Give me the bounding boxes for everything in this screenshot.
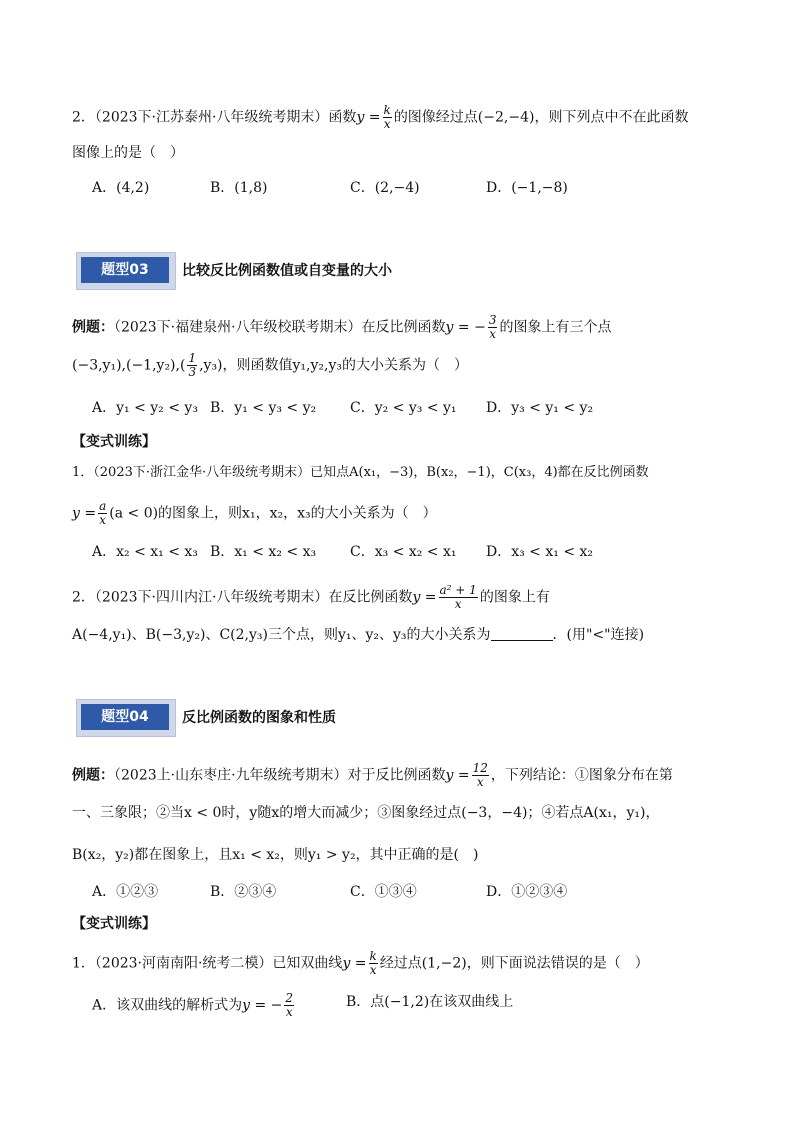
example-text: （2023上·山东枣庄·九年级统考期末）对于反比例函数	[114, 767, 446, 784]
fraction-denominator: x	[383, 117, 391, 131]
example-03-line-2: (−3,y₁),(−1,y₂),( $\frac{1}{3}$ ,y₃)，则函数值y₁,y₂,y₃的大小关系为（ ）	[72, 351, 468, 379]
fraction	[383, 104, 392, 131]
function-label: y =	[342, 955, 367, 972]
practice-04-1-line-1	[72, 950, 754, 977]
option-b: B．②③④	[210, 884, 277, 900]
question-text: 的图像经过点(−2,−4)，则下列点中不在此函数	[393, 109, 689, 126]
fraction-denominator: x	[285, 1005, 293, 1019]
function-label: y =	[445, 767, 470, 784]
example-04-line-3: B(x₂，y₂)都在图象上，且x₁ < x₂，则y₁ > y₂，其中正确的是( )	[72, 847, 479, 863]
points-text: ,y₃)，则函数值y₁,y₂,y₃的大小关系为（ ）	[199, 357, 468, 374]
fraction-numerator: 12	[472, 761, 488, 775]
option-c: C．(2,−4)	[350, 180, 420, 196]
fraction-numerator: k	[383, 103, 391, 117]
practice-text: 1．（2023·河南南阳·统考二模）已知双曲线	[72, 955, 343, 972]
fraction	[488, 314, 498, 341]
practice-text: 经过点(1,−2)，则下面说法错误的是（ ）	[379, 955, 649, 972]
fraction-denominator: x	[99, 513, 107, 527]
practice-text: A(−4,y₁)、B(−3,y₂)、C(2,y₃)三个点，则y₁、y₂、y₃的大小关系为	[72, 627, 491, 643]
question-2-line-2: 图像上的是（ ）	[72, 145, 184, 161]
option-b: B．(1,8)	[210, 180, 268, 196]
fraction	[187, 352, 197, 379]
fraction	[369, 950, 378, 977]
option-d: D．x₃ < x₁ < x₂	[486, 544, 594, 560]
answer-blank[interactable]	[491, 626, 553, 641]
function-label: y =	[412, 589, 437, 606]
function-label: y =	[356, 109, 381, 126]
fraction	[472, 762, 489, 789]
practice-text: 的图象上有	[479, 589, 550, 606]
practice-text: 2．（2023下·四川内江·八年级统考期末）在反比例函数	[72, 589, 413, 606]
points-text: (−3,y₁),(−1,y₂),	[72, 357, 180, 374]
question-2-line-1	[72, 104, 754, 131]
fraction-denominator: x	[489, 327, 497, 341]
option-a: A．x₂ < x₁ < x₃	[92, 544, 198, 560]
fraction	[439, 584, 478, 611]
practice-label: 【变式训练】	[72, 916, 156, 932]
option-d: D．(−1,−8)	[486, 180, 568, 196]
fraction-numerator: 3	[488, 313, 497, 327]
section-title-03: 比较反比例函数值或自变量的大小	[182, 263, 392, 279]
tag-label: 题型03	[81, 257, 169, 283]
option-b: B．点(−1,2)在该双曲线上	[346, 994, 514, 1010]
fraction-denominator: x	[476, 775, 484, 789]
function-label: y =	[72, 505, 97, 522]
option-c: C．y₂ < y₃ < y₁	[350, 400, 457, 416]
option-a: A．①②③	[92, 884, 159, 900]
section-title-04: 反比例函数的图象和性质	[182, 710, 336, 726]
option-a: A．(4,2)	[92, 180, 150, 196]
option-c: C．①③④	[350, 884, 417, 900]
fraction-numerator: 1	[188, 351, 197, 365]
option-a: A．y₁ < y₂ < y₃	[92, 400, 198, 416]
fraction-denominator: x	[369, 963, 377, 977]
function-label: y = −	[242, 997, 283, 1014]
example-03-line-1	[72, 314, 754, 341]
example-label: 例题：	[72, 319, 114, 336]
practice-label: 【变式训练】	[72, 434, 156, 450]
option-d: D．y₃ < y₁ < y₂	[486, 400, 594, 416]
function-label: y = −	[445, 319, 486, 336]
option-d: D．①②③④	[486, 884, 568, 900]
option-text: A．该双曲线的解析式为	[92, 997, 243, 1014]
practice-03-2-line-1	[72, 584, 754, 611]
fraction	[284, 992, 294, 1019]
fraction-numerator: a	[99, 499, 107, 513]
option-c: C．x₃ < x₂ < x₁	[350, 544, 457, 560]
example-04-line-2: 一、三象限；②当x < 0时，y随x的增大而减少；③图象经过点(−3，−4)；④若点A(x₁，y₁)，	[72, 805, 660, 821]
fraction-denominator: x	[454, 597, 462, 611]
fraction-numerator: 2	[285, 991, 294, 1005]
section-tag-03	[76, 252, 176, 290]
fraction-numerator: a² + 1	[439, 583, 477, 597]
question-text: 2．（2023下·江苏泰州·八年级统考期末）函数	[72, 109, 357, 126]
option-a	[92, 992, 296, 1019]
practice-03-2-line-2	[72, 625, 754, 645]
practice-03-1-line-2	[72, 500, 754, 527]
option-b: B．x₁ < x₂ < x₃	[210, 544, 317, 560]
practice-text: (a < 0)的图象上，则x₁，x₂，x₃的大小关系为（ ）	[109, 505, 437, 522]
tag-label: 题型04	[81, 704, 169, 730]
example-label: 例题：	[72, 767, 114, 784]
example-04-line-1	[72, 762, 754, 789]
fraction	[98, 500, 107, 527]
fraction-denominator: 3	[188, 365, 197, 379]
example-text: 的图象上有三个点	[499, 319, 612, 336]
example-text: ，下列结论：①图象分布在第	[490, 767, 673, 784]
practice-text: ．(用"<"连接)	[552, 627, 645, 643]
section-tag-04	[76, 699, 176, 737]
practice-03-1-line-1: 1．（2023下·浙江金华·八年级统考期末）已知点A(x₁，−3)，B(x₂，−1)，C(x₃，4)都在反比例函数	[72, 465, 649, 480]
option-b: B．y₁ < y₃ < y₂	[210, 400, 317, 416]
example-text: （2023下·福建泉州·八年级校联考期末）在反比例函数	[114, 319, 446, 336]
fraction-numerator: k	[369, 949, 377, 963]
